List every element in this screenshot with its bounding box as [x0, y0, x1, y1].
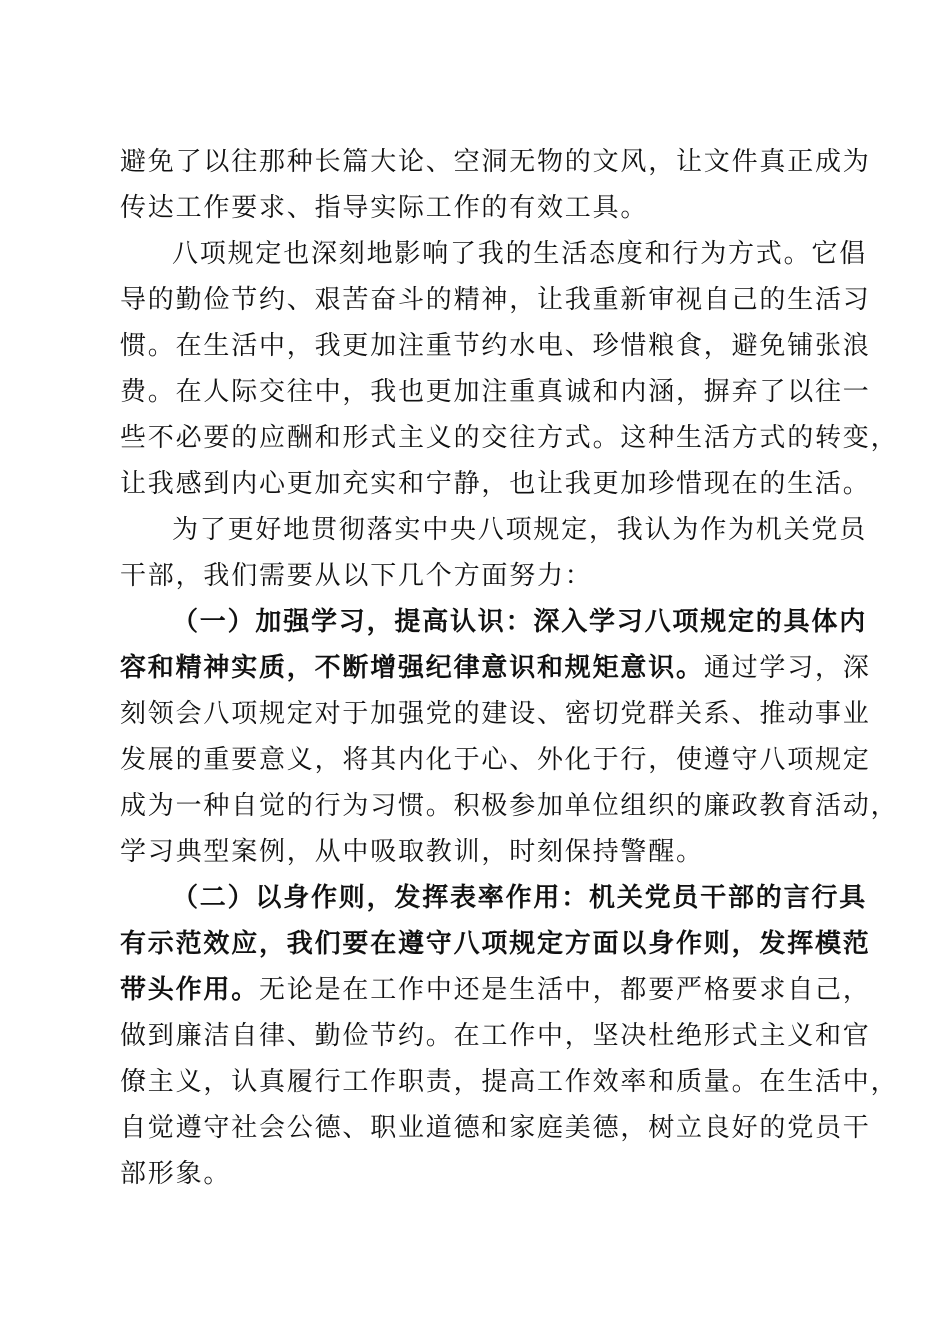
text-line-5: 惯。在生活中，我更加注重节约水电、珍惜粮食，避免铺张浪: [120, 331, 871, 361]
section-heading-line: （一）加强学习，提高认识：深入学习八项规定的具体内: [172, 607, 868, 637]
regular-text: 通过学习，深: [703, 653, 871, 683]
text-line-23: 自觉遵守社会公德、职业道德和家庭美德，树立良好的党员干: [120, 1113, 871, 1143]
regular-text: 无论是在工作中还是生活中，都要严格要求自己，: [259, 975, 871, 1005]
text-line-15: 成为一种自觉的行为习惯。积极参加单位组织的廉政教育活动，: [120, 791, 899, 821]
paragraph-start-line: 八项规定也深刻地影响了我的生活态度和行为方式。它倡: [172, 239, 868, 269]
text-line-1: 避免了以往那种长篇大论、空洞无物的文风，让文件真正成为: [120, 147, 871, 177]
mixed-line: [120, 976, 871, 1004]
text-line-16: 学习典型案例，从中吸取教训，时刻保持警醒。: [120, 837, 704, 867]
text-line-22: 僚主义，认真履行工作职责，提高工作效率和质量。在生活中，: [120, 1067, 899, 1097]
text-line-24: 部形象。: [120, 1159, 232, 1189]
section-heading-line: （二）以身作则，发挥表率作用：机关党员干部的言行具: [172, 883, 868, 913]
paragraph-start-line: 为了更好地贯彻落实中央八项规定，我认为作为机关党员: [172, 515, 868, 545]
mixed-line: [120, 654, 871, 682]
text-line-8: 让我感到内心更加充实和宁静，也让我更加珍惜现在的生活。: [120, 469, 871, 499]
text-line-10: 干部，我们需要从以下几个方面努力：: [120, 561, 593, 591]
bold-text: 带头作用。: [120, 975, 260, 1005]
bold-text: 容和精神实质，不断增强纪律意识和规矩意识。: [120, 653, 704, 683]
text-line-14: 发展的重要意义，将其内化于心、外化于行，使遵守八项规定: [120, 745, 871, 775]
text-line-21: 做到廉洁自律、勤俭节约。在工作中，坚决杜绝形式主义和官: [120, 1021, 871, 1051]
text-line-13: 刻领会八项规定对于加强党的建设、密切党群关系、推动事业: [120, 699, 871, 729]
text-line-6: 费。在人际交往中，我也更加注重真诚和内涵，摒弃了以往一: [120, 377, 871, 407]
text-line-7: 些不必要的应酬和形式主义的交往方式。这种生活方式的转变，: [120, 423, 899, 453]
text-line-4: 导的勤俭节约、艰苦奋斗的精神，让我重新审视自己的生活习: [120, 285, 871, 315]
bold-line: 有示范效应，我们要在遵守八项规定方面以身作则，发挥模范: [120, 929, 871, 959]
text-line-2: 传达工作要求、指导实际工作的有效工具。: [120, 193, 649, 223]
